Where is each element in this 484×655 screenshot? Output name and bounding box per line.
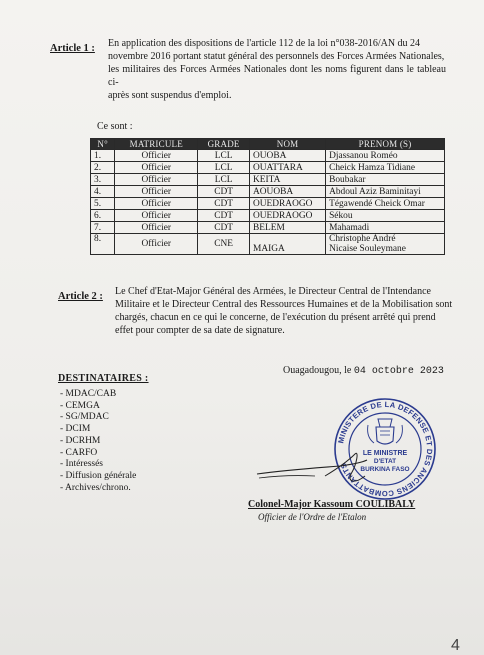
cell-nom: MAIGA — [250, 234, 326, 255]
cell-prenom: Mahamadi — [326, 222, 445, 234]
table-row — [91, 150, 445, 162]
cell-matricule: Officier — [115, 234, 198, 255]
cell-matricule: Officier — [115, 186, 198, 198]
seal-center-line: D'ETAT — [373, 458, 397, 465]
list-item: - Intéressés — [60, 459, 103, 470]
article1-line: après sont suspendus d'emploi. — [108, 90, 232, 101]
seal-center-line: BURKINA FASO — [360, 466, 410, 473]
cell-grade: CDT — [198, 210, 250, 222]
cell-prenom — [326, 234, 445, 255]
table-row — [91, 210, 445, 222]
suspended-officers-table — [90, 138, 445, 255]
header-no: N° — [91, 139, 115, 150]
cell-no: 3. — [91, 174, 115, 186]
cell-nom: KEITA — [250, 174, 326, 186]
cell-no: 4. — [91, 186, 115, 198]
article1-line: novembre 2016 portant statut général des personnels des Forces Armées Nationales, — [108, 51, 445, 62]
header-grade: GRADE — [198, 139, 250, 150]
cell-prenom: Abdoul Aziz Baminitayi — [326, 186, 445, 198]
table-row — [91, 186, 445, 198]
cell-grade: LCL — [198, 174, 250, 186]
cell-grade: CDT — [198, 198, 250, 210]
list-item: - SG/MDAC — [60, 412, 109, 423]
list-item: - CARFO — [60, 447, 98, 458]
place-date — [283, 365, 444, 377]
cell-no: 8. — [91, 234, 115, 255]
list-item: - DCRHM — [60, 435, 101, 446]
table-row — [91, 162, 445, 174]
cell-grade: CDT — [198, 222, 250, 234]
cell-prenom: Tégawendé Cheick Omar — [326, 198, 445, 210]
cell-prenom: Djassanou Roméo — [326, 150, 445, 162]
article2-line: effet pour compter de sa date de signature. — [115, 325, 285, 336]
destinataires-list — [60, 389, 136, 494]
signature-icon — [255, 440, 405, 500]
article1-text — [108, 37, 446, 102]
seal-center-line: LE MINISTRE — [362, 450, 408, 457]
list-item: - Diffusion générale — [60, 470, 137, 481]
cell-prenom: Boubakar — [326, 174, 445, 186]
article2-line: Le Chef d'Etat-Major Général des Armées, le Directeur Central de l'Intendance — [115, 286, 431, 297]
cell-no: 6. — [91, 210, 115, 222]
cell-no: 2. — [91, 162, 115, 174]
table-row — [91, 198, 445, 210]
article1-line: les militaires des Forces Armées Nationales dont les noms figurent dans le tableau ci- — [108, 64, 446, 88]
cell-no: 5. — [91, 198, 115, 210]
ce-sont-label: Ce sont : — [97, 121, 133, 132]
table-row — [91, 234, 445, 255]
list-item: - Archives/chrono. — [60, 482, 131, 493]
cell-matricule: Officier — [115, 222, 198, 234]
list-item: - DCIM — [60, 424, 91, 435]
cell-matricule: Officier — [115, 174, 198, 186]
destinataires-title: DESTINATAIRES : — [58, 373, 149, 384]
table-row — [91, 174, 445, 186]
cell-no: 1. — [91, 150, 115, 162]
cell-nom: OUEDRAOGO — [250, 210, 326, 222]
list-item: - CEMGA — [60, 400, 100, 411]
cell-prenom: Cheick Hamza Tidiane — [326, 162, 445, 174]
cell-nom: OUEDRAOGO — [250, 198, 326, 210]
table-row — [91, 222, 445, 234]
cell-grade: LCL — [198, 162, 250, 174]
signatory-title: Officier de l'Ordre de l'Etalon — [258, 512, 367, 522]
article2-text — [115, 285, 453, 337]
signatory-name: Colonel-Major Kassoum COULIBALY — [248, 499, 416, 510]
cell-grade: LCL — [198, 150, 250, 162]
header-prenom: PRENOM (S) — [326, 139, 445, 150]
table-header-row — [91, 139, 445, 150]
cell-grade: CNE — [198, 234, 250, 255]
cell-matricule: Officier — [115, 162, 198, 174]
article2-label: Article 2 : — [58, 291, 103, 302]
article1-line: En application des dispositions de l'article 112 de la loi n°038-2016/AN du 24 — [108, 38, 421, 49]
cell-prenom: Sékou — [326, 210, 445, 222]
cell-grade: CDT — [198, 186, 250, 198]
prenom-line: Christophe André — [329, 234, 396, 244]
place-label: Ouagadougou, le — [283, 365, 352, 376]
cell-matricule: Officier — [115, 198, 198, 210]
page-number: 4 — [451, 637, 460, 654]
date-stamp: 04 octobre 2023 — [353, 366, 444, 377]
cell-no: 7. — [91, 222, 115, 234]
cell-nom: AOUOBA — [250, 186, 326, 198]
list-item: - MDAC/CAB — [60, 389, 117, 399]
seal-ring-text: MINISTERE DE LA DEFENSE ET DES ANCIENS COMBATTANTS — [336, 399, 435, 499]
prenom-line: Nicaise Souleymane — [329, 244, 406, 254]
cell-matricule: Officier — [115, 150, 198, 162]
article1-label: Article 1 : — [50, 43, 95, 54]
article2-line: Militaire et le Directeur Central des Ressources Humaines et de la Mobilisation sont — [115, 299, 453, 310]
header-nom: NOM — [250, 139, 326, 150]
cell-matricule: Officier — [115, 210, 198, 222]
cell-nom: BELEM — [250, 222, 326, 234]
header-matricule: MATRICULE — [115, 139, 198, 150]
article2-line: chargés, chacun en ce qui le concerne, de l'exécution du présent arrêté qui prend — [115, 312, 436, 323]
cell-nom: OUOBA — [250, 150, 326, 162]
cell-nom: OUATTARA — [250, 162, 326, 174]
